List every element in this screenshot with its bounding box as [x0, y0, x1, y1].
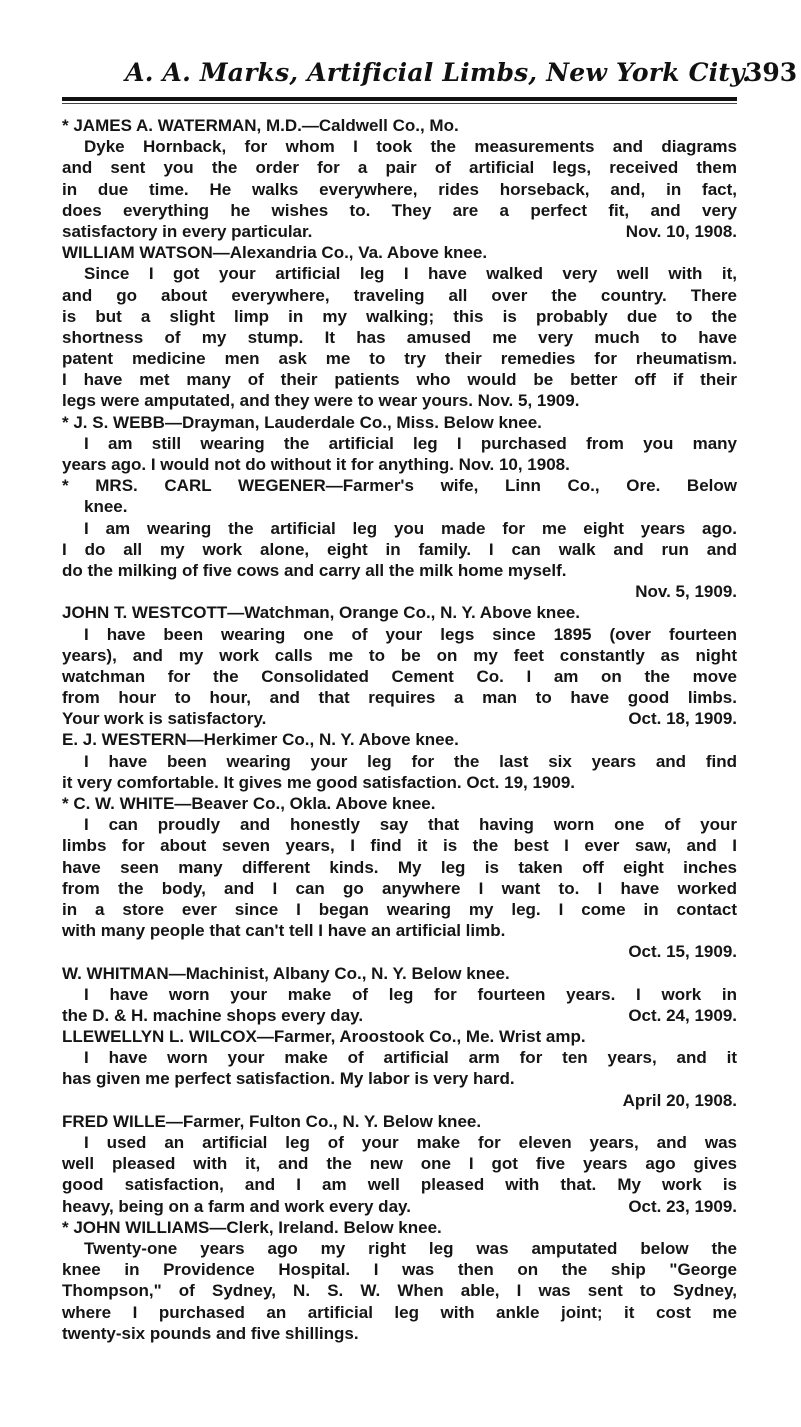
text-line: I am wearing the artificial leg you made for me eight years ago. [84, 518, 737, 538]
text-line: E. J. WESTERN—Herkimer Co., N. Y. Above knee. [62, 730, 459, 750]
text-line: * JOHN WILLIAMS—Clerk, Ireland. Below knee. [62, 1217, 442, 1237]
date-stamp: Oct. 24, 1909. [628, 1005, 737, 1025]
text-line [62, 221, 737, 242]
text-line: Nov. 5, 1909. [635, 582, 737, 602]
text-line: JOHN T. WESTCOTT—Watchman, Orange Co., N. Y. Above knee. [62, 603, 580, 623]
text-line: legs were amputated, and they were to wear yours. Nov. 5, 1909. [62, 391, 580, 411]
text-line: FRED WILLE—Farmer, Fulton Co., N. Y. Below knee. [62, 1111, 482, 1131]
text-line: patent medicine men ask me to try their remedies for rheumatism. [62, 349, 737, 369]
text-line: from the body, and I can go anywhere I want to. I have worked [62, 878, 737, 898]
text-line: Twenty-one years ago my right leg was amputated below the [84, 1238, 737, 1258]
text-line-body: the D. & H. machine shops every day. [62, 1005, 364, 1025]
text-line: years ago. I would not do without it for anything. Nov. 10, 1908. [62, 455, 570, 474]
date-stamp: Oct. 23, 1909. [628, 1196, 737, 1216]
date-stamp: Nov. 10, 1908. [625, 221, 737, 241]
text-line: I have been wearing your leg for the last six years and find [84, 751, 737, 771]
text-line: Dyke Hornback, for whom I took the measurements and diagrams [84, 137, 737, 157]
text-line: with many people that can't tell I have an artificial limb. [62, 921, 506, 941]
text-line: April 20, 1908. [622, 1090, 737, 1110]
text-line: W. WHITMAN—Machinist, Albany Co., N. Y. Below knee. [62, 963, 510, 983]
text-line-body: heavy, being on a farm and work every day. [62, 1196, 411, 1216]
text-line: LLEWELLYN L. WILCOX—Farmer, Aroostook Co., Me. Wrist amp. [62, 1027, 586, 1047]
text-line: knee in Providence Hospital. I was then on the ship "George [62, 1260, 737, 1280]
text-line-body: satisfactory in every particular. [62, 221, 313, 241]
text-line: good satisfaction, and I am well pleased with that. My work is [62, 1175, 737, 1195]
text-line: * MRS. CARL WEGENER—Farmer's wife, Linn Co., Ore. Below [62, 476, 737, 496]
text-line: * JAMES A. WATERMAN, M.D.—Caldwell Co., Mo. [62, 116, 459, 135]
text-line: I have worn your make of leg for fourteen years. I work in [84, 984, 737, 1004]
text-line: Oct. 15, 1909. [628, 942, 737, 962]
text-line: I used an artificial leg of your make for eleven years, and was [84, 1133, 737, 1152]
text-line [62, 708, 737, 729]
text-line: Thompson," of Sydney, N. S. W. When able, I was sent to Sydney, [62, 1281, 737, 1301]
date-stamp: Oct. 18, 1909. [628, 709, 737, 729]
text-line: in a store ever since I began wearing my leg. I come in contact [62, 899, 737, 919]
text-line: I have been wearing one of your legs since 1895 (over fourteen [84, 624, 737, 644]
text-line [62, 1196, 737, 1217]
text-line: have seen many different kinds. My leg is taken off eight inches [62, 857, 737, 877]
text-line: and go about everywhere, traveling all over the country. There [62, 285, 737, 305]
text-line: knee. [84, 497, 128, 517]
text-line: it very comfortable. It gives me good satisfaction. Oct. 19, 1909. [62, 772, 576, 792]
text-line: and sent you the order for a pair of artificial legs, received them [62, 158, 737, 178]
text-line: does everything he wishes to. They are a perfect fit, and very [62, 200, 737, 220]
text-line: is but a slight limp in my walking; this is probably due to the [62, 306, 737, 326]
text-line: do the milking of five cows and carry all the milk home myself. [62, 560, 567, 580]
text-line: I do all my work alone, eight in family. I can walk and run and [62, 539, 737, 559]
text-line: years), and my work calls me to be on my feet constantly as night [62, 645, 737, 665]
text-line: in due time. He walks everywhere, rides horseback, and, in fact, [62, 179, 737, 199]
text-line: limbs for about seven years, I find it is the best I ever saw, and I [62, 836, 737, 856]
text-line: I can proudly and honestly say that having worn one of your [84, 815, 737, 835]
text-line: well pleased with it, and the new one I got five years ago gives [62, 1154, 737, 1174]
text-line: Since I got your artificial leg I have walked very well with it, [84, 264, 737, 284]
testimonials-text [62, 115, 737, 1344]
text-line: from hour to hour, and that requires a man to have good limbs. [62, 688, 737, 708]
text-line: watchman for the Consolidated Cement Co. I am on the move [62, 666, 737, 686]
text-line: has given me perfect satisfaction. My labor is very hard. [62, 1069, 515, 1089]
page-title: A. A. Marks, Artificial Limbs, New York City. [125, 58, 751, 87]
text-line: WILLIAM WATSON—Alexandria Co., Va. Above knee. [62, 243, 488, 263]
text-line: where I purchased an artificial leg with ankle joint; it cost me [62, 1302, 737, 1322]
header-rule-thin [62, 103, 737, 104]
text-line: shortness of my stump. It has amused me very much to have [62, 327, 737, 347]
page-number: 393 [745, 58, 798, 87]
text-line: * C. W. WHITE—Beaver Co., Okla. Above knee. [62, 794, 436, 813]
text-line [62, 1005, 737, 1026]
text-line: I am still wearing the artificial leg I purchased from you many [84, 433, 737, 453]
text-line-body: Your work is satisfactory. [62, 709, 267, 729]
text-line: * J. S. WEBB—Drayman, Lauderdale Co., Miss. Below knee. [62, 412, 542, 432]
text-line: I have met many of their patients who would be better off if their [62, 370, 737, 390]
header-rule-thick [62, 97, 737, 101]
running-header [62, 58, 801, 98]
text-line: twenty-six pounds and five shillings. [62, 1323, 359, 1343]
text-line: I have worn your make of artificial arm for ten years, and it [84, 1048, 737, 1068]
